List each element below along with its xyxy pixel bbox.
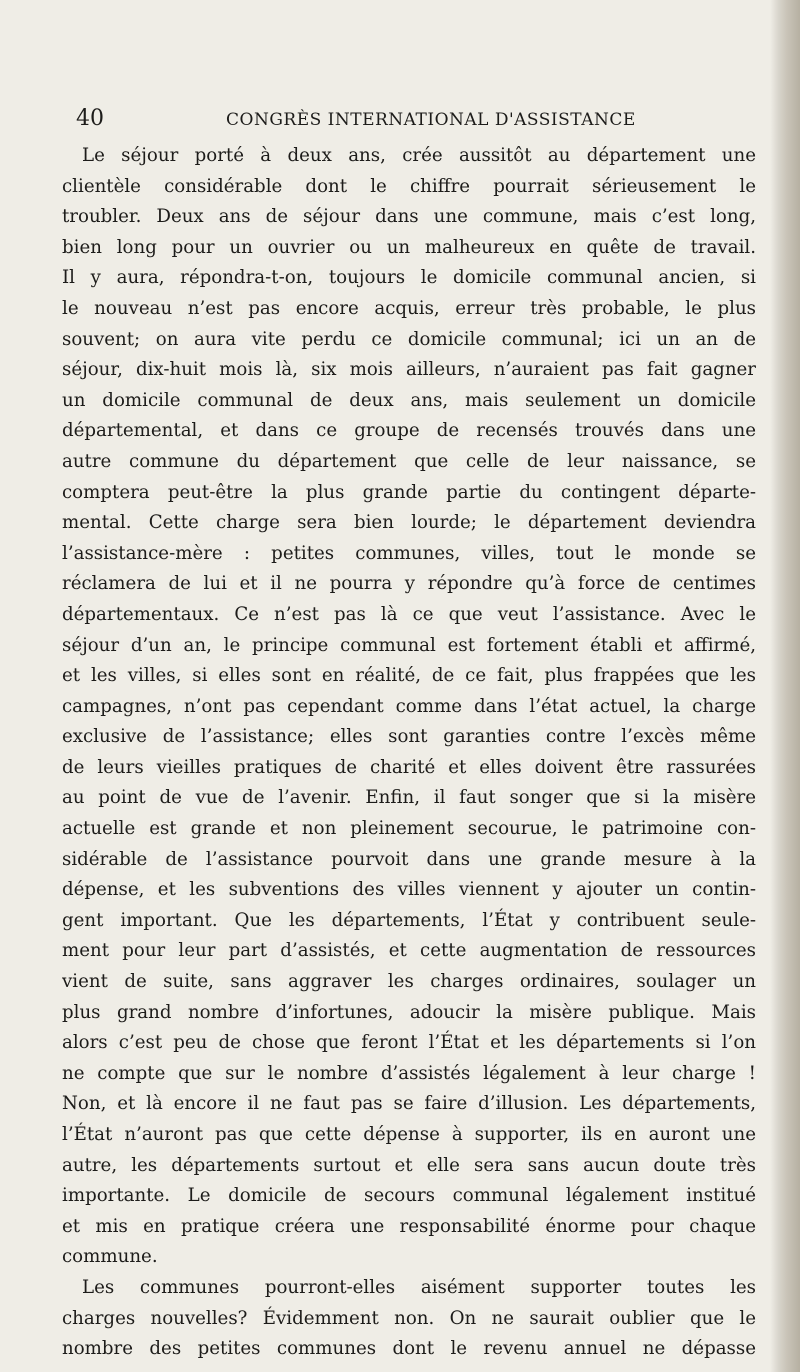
text-line: actuelle est grande et non pleinement secourue, le patrimoine con- xyxy=(62,818,756,840)
running-head xyxy=(76,104,756,134)
text-line: commune. xyxy=(62,1246,158,1268)
text-line: autre commune du département que celle de leur naissance, se xyxy=(62,450,756,472)
page-number: 40 xyxy=(76,106,104,131)
text-line: nombre des petites communes dont le revenu annuel ne dépasse xyxy=(62,1338,756,1360)
text-line: au point de vue de l’avenir. Enfin, il faut songer que si la misère xyxy=(62,787,756,809)
text-line: et les villes, si elles sont en réalité, de ce fait, plus frappées que les xyxy=(62,665,756,687)
text-line: départemental, et dans ce groupe de recensés trouvés dans une xyxy=(62,420,756,442)
text-line: gent important. Que les départements, l’État y contribuent seule- xyxy=(62,909,756,931)
text-line: l’assistance-mère : petites communes, villes, tout le monde se xyxy=(62,542,756,564)
text-line: Il y aura, répondra-t-on, toujours le domicile communal ancien, si xyxy=(62,267,756,289)
text-line: Non, et là encore il ne faut pas se faire d’illusion. Les départements, xyxy=(62,1093,756,1115)
running-title: CONGRÈS INTERNATIONAL D'ASSISTANCE xyxy=(226,110,636,130)
text-line: séjour d’un an, le principe communal est fortement établi et affirmé, xyxy=(62,634,756,656)
text-line: ne compte que sur le nombre d’assistés légalement à leur charge ! xyxy=(62,1062,756,1084)
text-line: Les communes pourront-elles aisément supporter toutes les xyxy=(82,1276,756,1298)
text-line: exclusive de l’assistance; elles sont garanties contre l’excès même xyxy=(62,726,756,748)
text-line: autre, les départements surtout et elle sera sans aucun doute très xyxy=(62,1154,756,1176)
text-line: sidérable de l’assistance pourvoit dans une grande mesure à la xyxy=(62,848,756,870)
page-binding-shadow xyxy=(770,0,778,1372)
text-line: plus grand nombre d’infortunes, adoucir la misère publique. Mais xyxy=(62,1001,756,1023)
text-line: campagnes, n’ont pas cependant comme dans l’état actuel, la charge xyxy=(62,695,756,717)
text-line: vient de suite, sans aggraver les charges ordinaires, soulager un xyxy=(62,971,756,993)
text-line: l’État n’auront pas que cette dépense à supporter, ils en auront une xyxy=(62,1124,756,1145)
text-line: alors c’est peu de chose que feront l’État et les départements si l’on xyxy=(62,1032,756,1054)
text-line: réclamera de lui et il ne pourra y répondre qu’à force de centimes xyxy=(62,573,756,595)
page-edge xyxy=(778,0,800,1372)
text-line: un domicile communal de deux ans, mais seulement un domicile xyxy=(62,389,756,411)
text-line: bien long pour un ouvrier ou un malheureux en quête de travail. xyxy=(62,236,756,258)
text-line: le nouveau n’est pas encore acquis, erreur très probable, le plus xyxy=(62,297,756,319)
text-line: troubler. Deux ans de séjour dans une commune, mais c’est long, xyxy=(62,206,756,228)
body-text xyxy=(62,141,756,1365)
text-line: souvent; on aura vite perdu ce domicile communal; ici un an de xyxy=(62,328,756,350)
text-line: dépense, et les subventions des villes viennent y ajouter un contin- xyxy=(62,879,756,901)
text-line: mental. Cette charge sera bien lourde; le département deviendra xyxy=(62,512,756,534)
text-line: et mis en pratique créera une responsabilité énorme pour chaque xyxy=(62,1215,756,1237)
text-line: charges nouvelles? Évidemment non. On ne saurait oublier que le xyxy=(62,1307,756,1329)
text-line: comptera peut-être la plus grande partie du contingent départe- xyxy=(62,481,756,503)
text-line: de leurs vieilles pratiques de charité et elles doivent être rassurées xyxy=(62,756,756,778)
text-line: Le séjour porté à deux ans, crée aussitôt au département une xyxy=(82,145,756,166)
text-line: séjour, dix-huit mois là, six mois ailleurs, n’auraient pas fait gagner xyxy=(62,359,756,381)
text-line: clientèle considérable dont le chiffre pourrait sérieusement le xyxy=(62,175,756,197)
text-line: importante. Le domicile de secours communal légalement institué xyxy=(62,1185,756,1207)
text-line: ment pour leur part d’assistés, et cette augmentation de ressources xyxy=(62,940,756,962)
text-line: départementaux. Ce n’est pas là ce que veut l’assistance. Avec le xyxy=(62,603,756,625)
